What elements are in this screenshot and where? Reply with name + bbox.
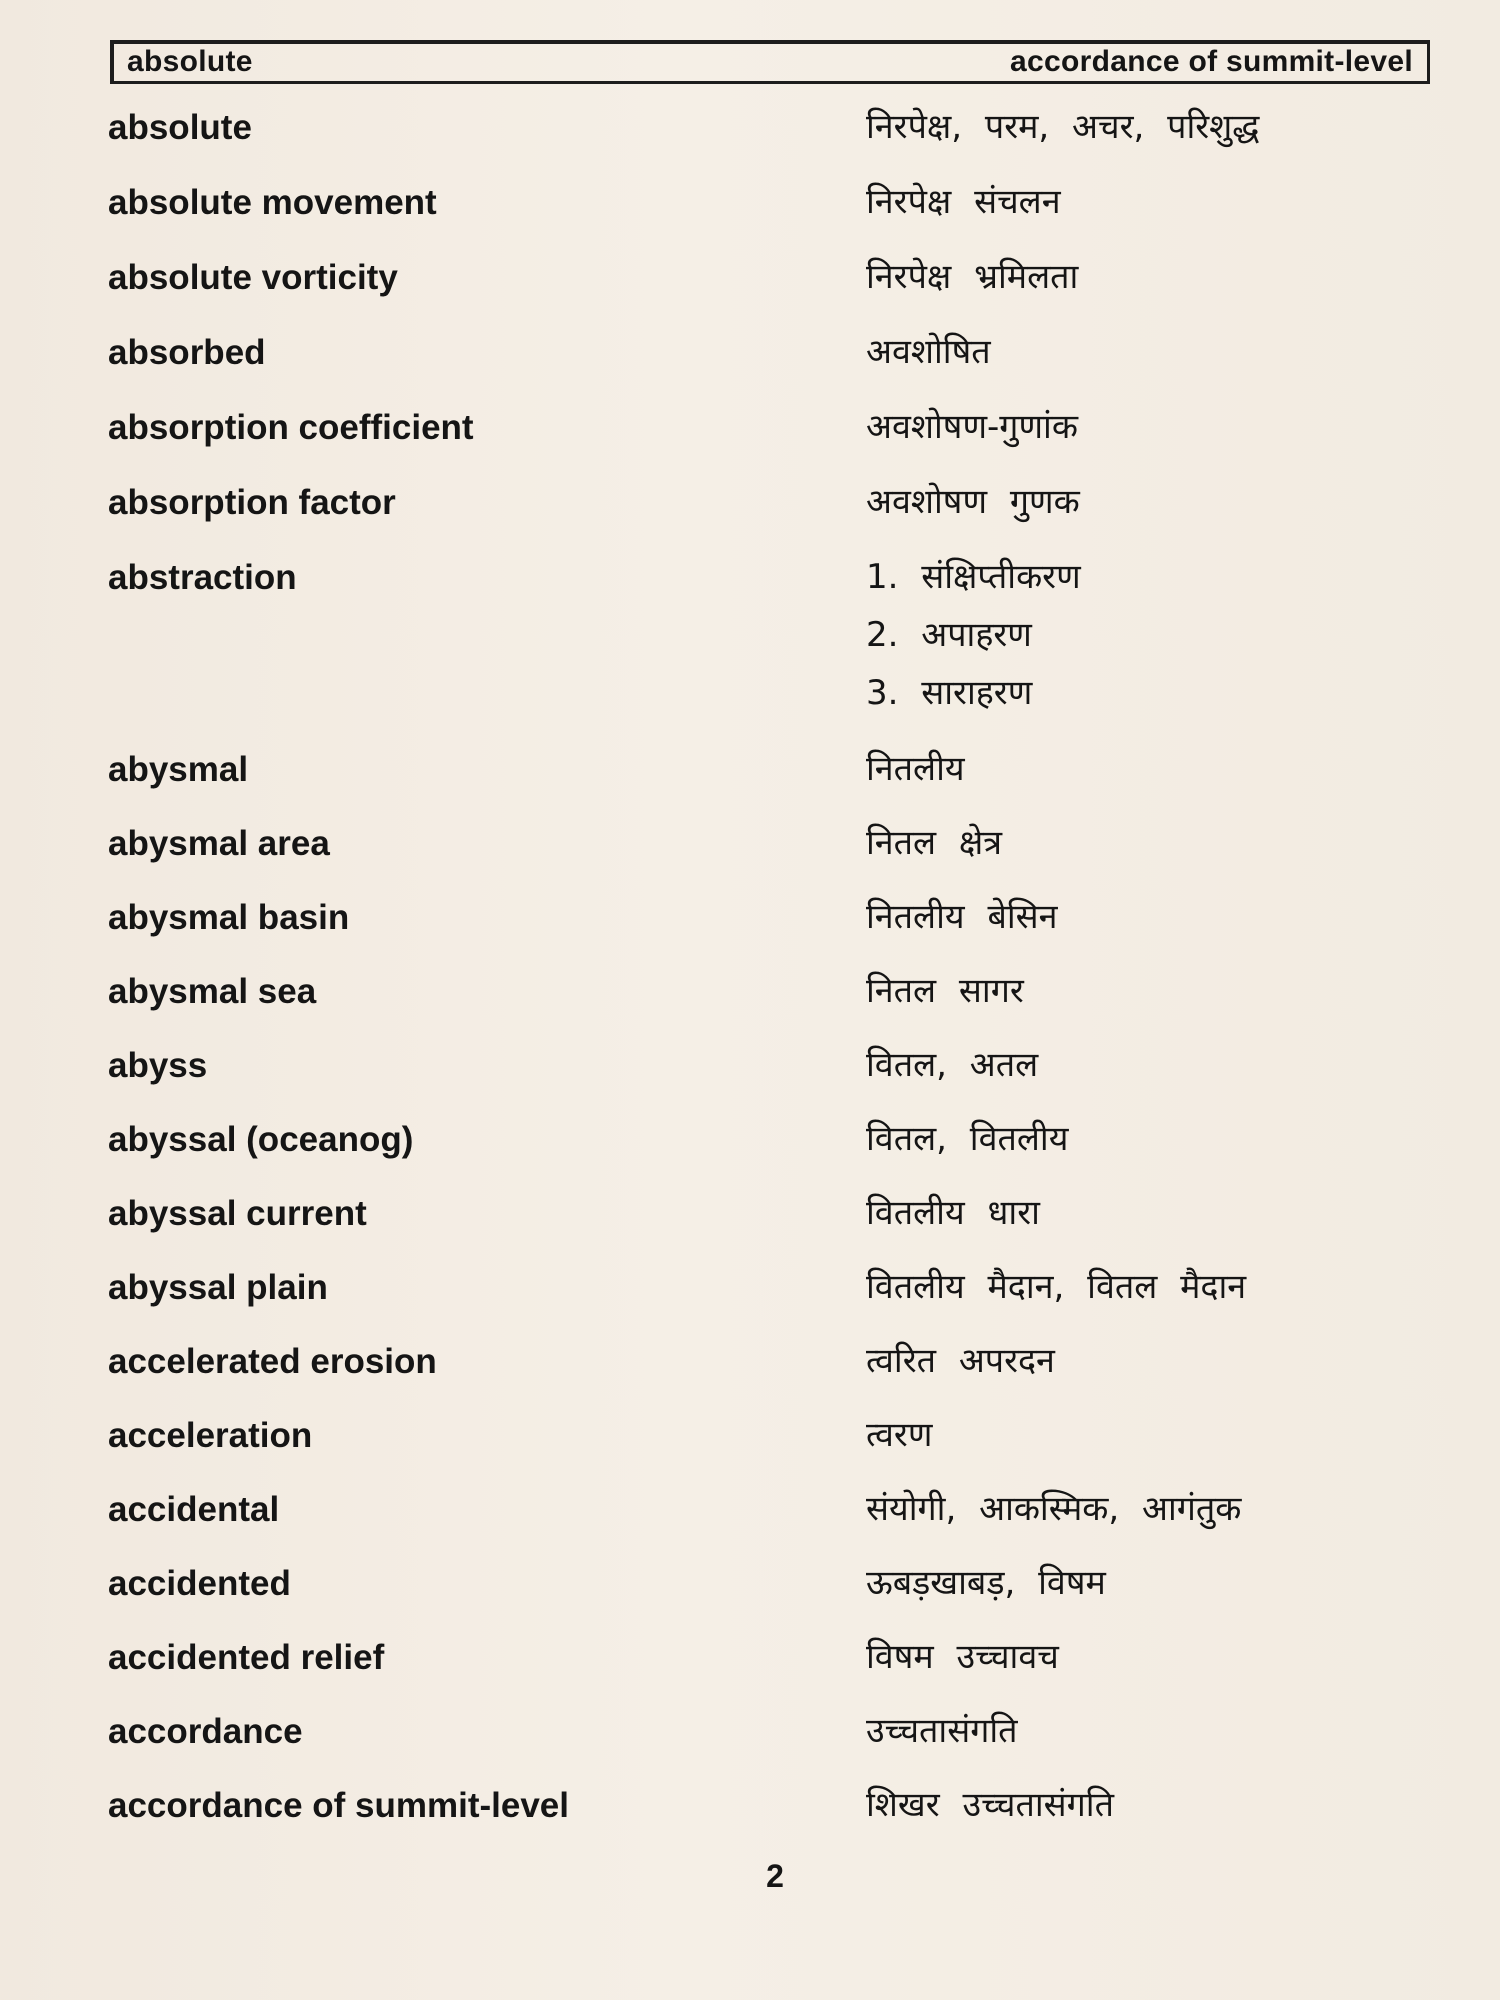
entry-term: accidented relief	[108, 1638, 385, 1677]
gloss-line: संयोगी, आकस्मिक, आगंतुक	[866, 1489, 1242, 1529]
entry-term: absorbed	[108, 333, 266, 372]
entry-gloss	[866, 1628, 1436, 1686]
gloss-line: 1. संक्षिप्तीकरण	[866, 557, 1081, 597]
entry-term: abyssal (oceanog)	[108, 1120, 414, 1159]
gloss-line: निरपेक्ष संचलन	[866, 182, 1061, 222]
gloss-line: ऊबड़खाबड़, विषम	[866, 1563, 1106, 1603]
page-header-box	[110, 40, 1430, 84]
entry-term: absolute movement	[108, 183, 437, 222]
entry-term: abysmal area	[108, 824, 330, 863]
entry-gloss	[866, 962, 1436, 1020]
gloss-line: नितलीय	[866, 749, 965, 789]
gloss-line: शिखर उच्चतासंगति	[866, 1785, 1114, 1825]
entry-term: abysmal sea	[108, 972, 317, 1011]
gloss-line: त्वरण	[866, 1415, 933, 1455]
entry-gloss	[866, 1258, 1436, 1316]
gloss-line: नितल क्षेत्र	[866, 823, 1003, 863]
entry-gloss	[866, 888, 1436, 946]
entry-gloss	[866, 1406, 1436, 1464]
entry-gloss	[866, 173, 1436, 231]
entry-term: accelerated erosion	[108, 1342, 437, 1381]
entry-gloss	[866, 740, 1436, 798]
entry-gloss	[866, 1776, 1436, 1834]
entry-term: abysmal basin	[108, 898, 350, 937]
entry-term: abyss	[108, 1046, 208, 1085]
entry-gloss	[866, 473, 1436, 531]
gloss-line: अवशोषण-गुणांक	[866, 407, 1078, 447]
header-right-term: accordance of summit-level	[1010, 45, 1413, 78]
gloss-line: वितल, वितलीय	[866, 1119, 1069, 1159]
entry-gloss	[866, 323, 1436, 381]
entry-term: accordance	[108, 1712, 303, 1751]
gloss-line: निरपेक्ष भ्रमिलता	[866, 257, 1079, 297]
entry-term: absorption coefficient	[108, 408, 474, 447]
entry-gloss	[866, 1554, 1436, 1612]
gloss-line: वितलीय मैदान, वितल मैदान	[866, 1267, 1247, 1307]
entry-term: accidented	[108, 1564, 291, 1603]
entry-gloss	[866, 98, 1436, 156]
gloss-line: वितल, अतल	[866, 1045, 1039, 1085]
gloss-line: उच्चतासंगति	[866, 1711, 1018, 1751]
entry-term: absolute	[108, 108, 252, 147]
entry-term: acceleration	[108, 1416, 313, 1455]
gloss-line: 3. साराहरण	[866, 673, 1033, 713]
entry-term: absorption factor	[108, 483, 396, 522]
gloss-line: 2. अपाहरण	[866, 615, 1032, 655]
entry-term: abstraction	[108, 558, 297, 597]
entry-gloss	[866, 814, 1436, 872]
entry-term: accordance of summit-level	[108, 1786, 569, 1825]
entry-term: abyssal current	[108, 1194, 367, 1233]
entry-gloss	[866, 1184, 1436, 1242]
entry-term: abyssal plain	[108, 1268, 328, 1307]
entry-gloss	[866, 248, 1436, 306]
entry-gloss	[866, 1110, 1436, 1168]
entry-term: abysmal	[108, 750, 249, 789]
gloss-line: नितल सागर	[866, 971, 1024, 1011]
gloss-line: निरपेक्ष, परम, अचर, परिशुद्ध	[866, 107, 1260, 147]
entry-gloss	[866, 1332, 1436, 1390]
entry-gloss	[866, 1036, 1436, 1094]
entry-gloss	[866, 1480, 1436, 1538]
gloss-line: विषम उच्चावच	[866, 1637, 1059, 1677]
entry-gloss	[866, 548, 1436, 722]
gloss-line: अवशोषण गुणक	[866, 482, 1080, 522]
gloss-line: त्वरित अपरदन	[866, 1341, 1055, 1381]
entry-term: absolute vorticity	[108, 258, 398, 297]
gloss-line: नितलीय बेसिन	[866, 897, 1058, 937]
entry-term: accidental	[108, 1490, 280, 1529]
gloss-line: वितलीय धारा	[866, 1193, 1040, 1233]
entry-gloss	[866, 398, 1436, 456]
gloss-line: अवशोषित	[866, 332, 991, 372]
entry-gloss	[866, 1702, 1436, 1760]
page-number: 2	[766, 1858, 784, 1894]
header-left-term: absolute	[127, 45, 253, 78]
